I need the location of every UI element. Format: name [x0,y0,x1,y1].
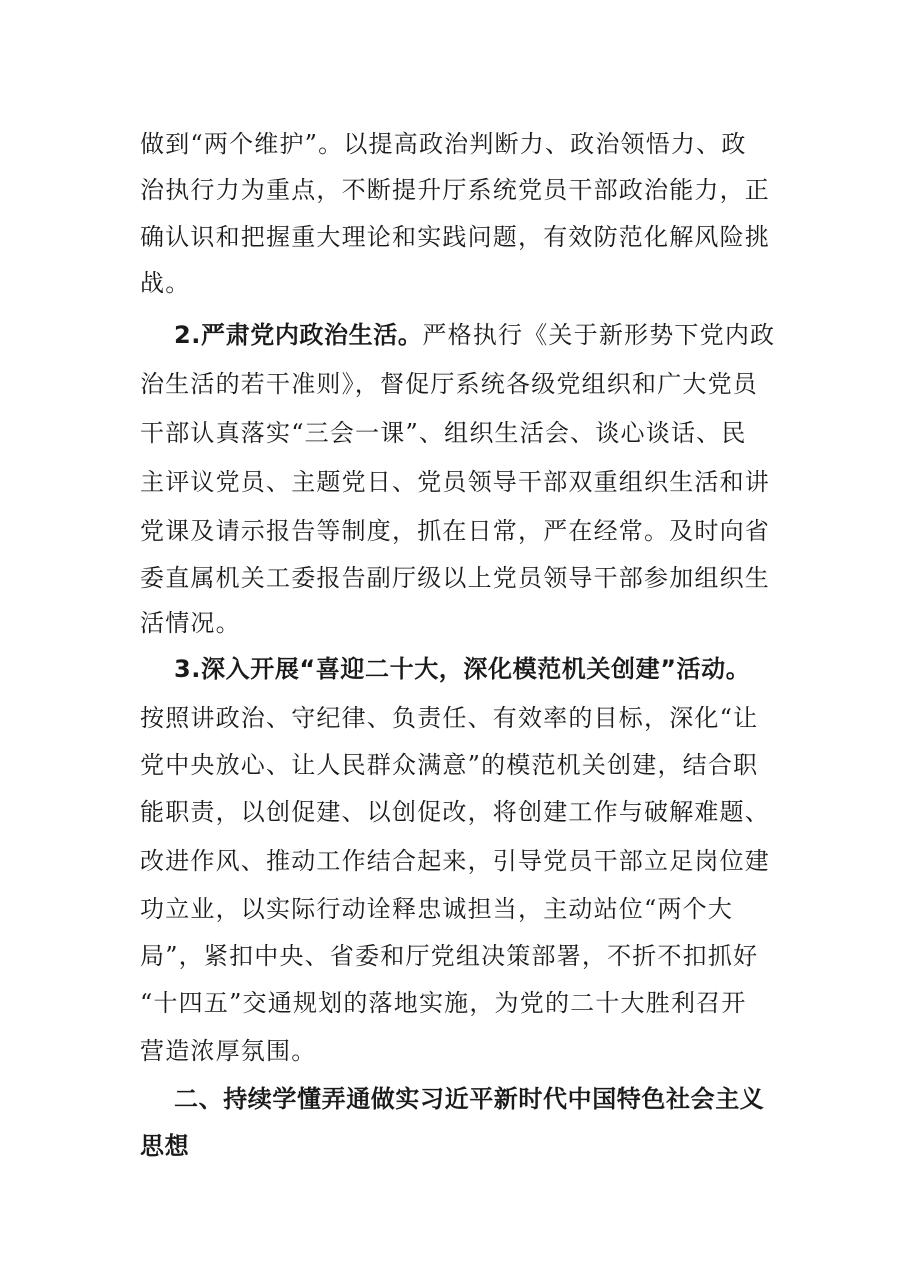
body-line: 治执行力为重点，不断提升厅系统党员干部政治能力，正 [140,176,770,204]
section-heading-text: 二、持续学懂弄通做实习近平新时代中国特色社会主义 [174,1085,765,1113]
body-line: 营造浓厚氛围。 [140,1037,317,1065]
body-line: 按照讲政治、守纪律、负责任、有效率的目标，深化“让 [140,704,759,732]
body-line: 能职责，以创促建、以创促改，将创建工作与破解难题、 [140,798,770,826]
item-heading: 2.严肃党内政治生活。 [174,321,423,349]
section-heading-text: 思想 [140,1132,190,1160]
item-text: 严格执行《关于新形势下党内政 [422,321,776,349]
body-line: 局”，紧扣中央、省委和厅党组决策部署，不折不扣抓好 [140,942,759,970]
body-line: 做到“两个维护”。以提高政治判断力、政治领悟力、政 [140,130,747,158]
body-line: 战。 [140,269,191,297]
body-line: 改进作风、推动工作结合起来，引导党员干部立足岗位建 [140,847,770,875]
body-line: 活情况。 [140,609,241,637]
body-line: 委直属机关工委报告副厅级以上党员领导干部参加组织生 [140,564,770,592]
body-line: “十四五”交通规划的落地实施，为党的二十大胜利召开 [140,989,747,1017]
body-line: 确认识和把握重大理论和实践问题，有效防范化解风险挑 [140,223,770,251]
body-line: 功立业，以实际行动诠释忠诚担当，主动站位“两个大 [140,895,734,923]
body-line: 治生活的若干准则》，督促厅系统各级党组织和广大党员 [140,370,758,398]
section-heading-continued [140,1130,790,1162]
body-line: 党课及请示报告等制度，抓在日常，严在经常。及时向省 [140,517,770,545]
section-item-2 [174,319,824,351]
section-heading [174,1083,824,1115]
item-heading: 3.深入开展“喜迎二十大，深化模范机关创建”活动。 [174,655,751,683]
section-item-3 [174,653,824,685]
body-line: 干部认真落实“三会一课”、组织生活会、谈心谈话、民 [140,419,747,447]
body-line: 党中央放心、让人民群众满意”的模范机关创建，结合职 [140,751,759,779]
body-line: 主评议党员、主题党日、党员领导干部双重组织生活和讲 [140,468,770,496]
